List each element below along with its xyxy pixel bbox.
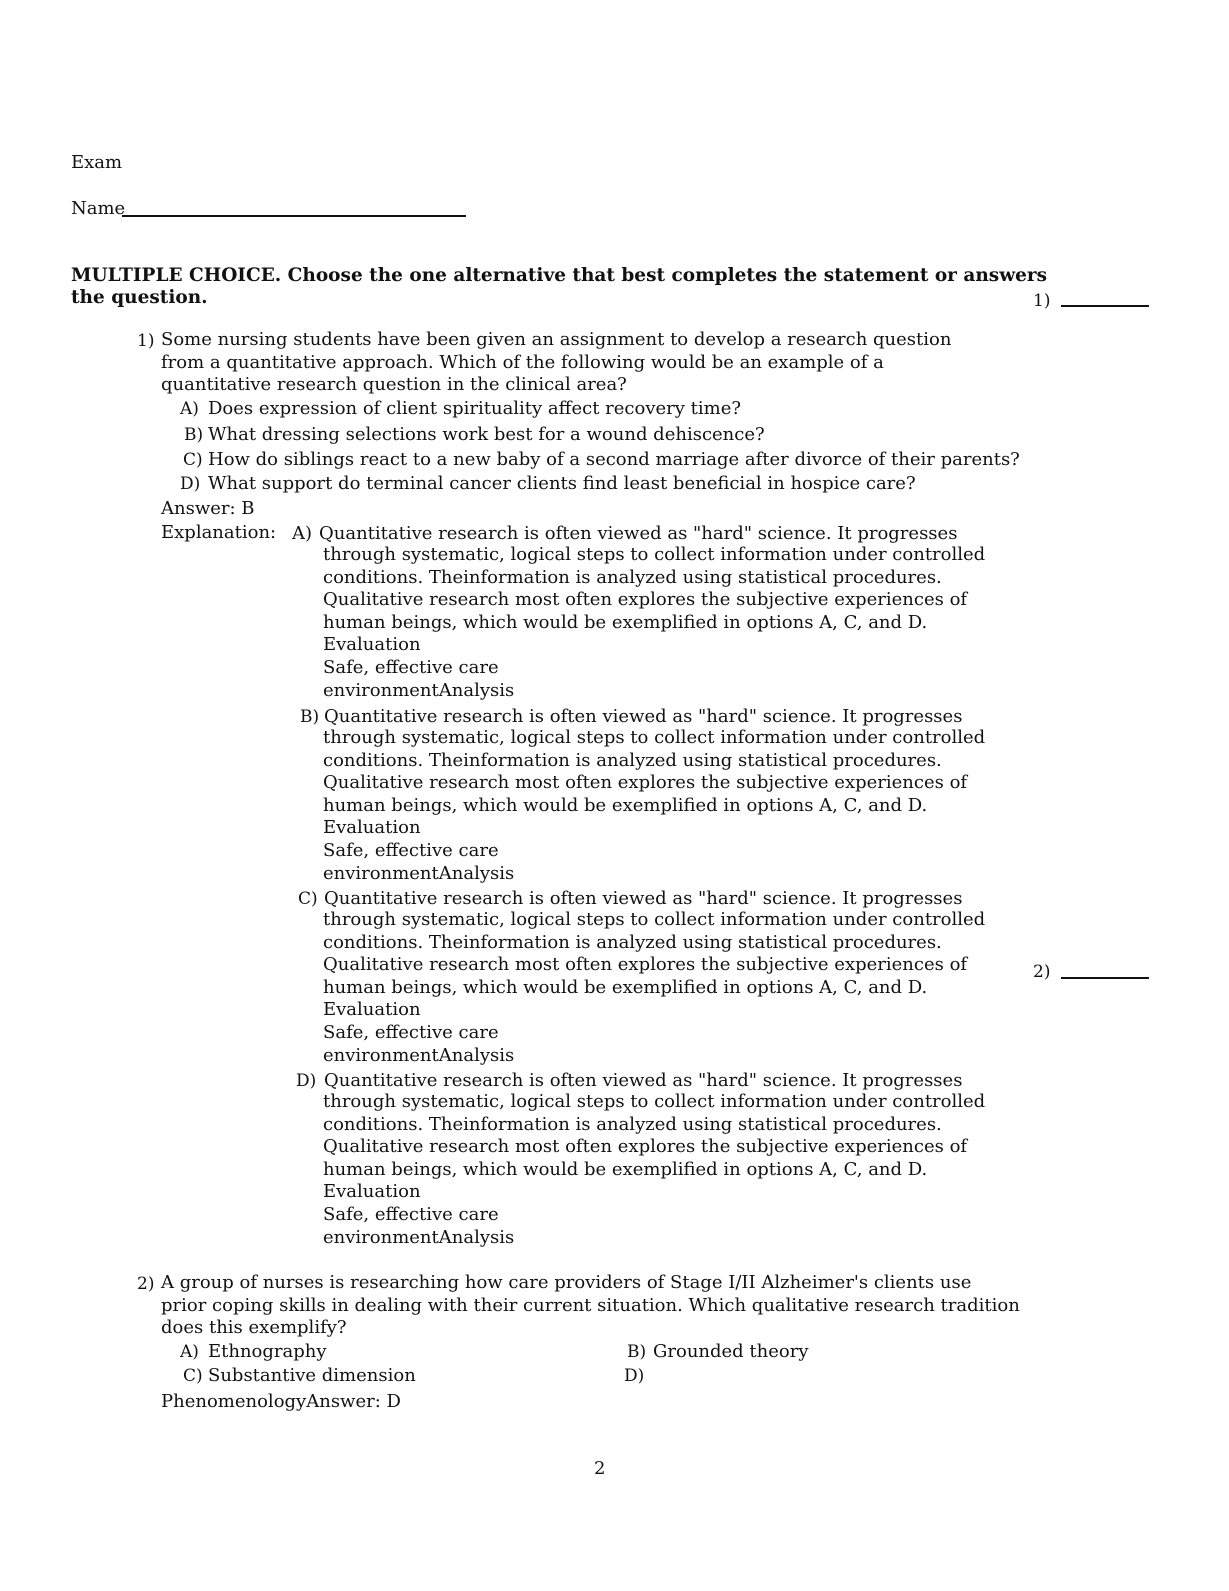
question-number: 1) — [137, 331, 155, 351]
answer-blank-number: 1) — [1033, 291, 1051, 311]
explanation-line: through systematic, logical steps to collect information under controlled — [323, 1091, 986, 1112]
explanation-body — [323, 727, 985, 885]
explanation-letter: C) — [298, 889, 318, 909]
stem-line: prior coping skills in dealing with their current situation. Which qualitative research tradition — [161, 1294, 1020, 1316]
option-letter: B) — [627, 1342, 647, 1362]
explanation-line: through systematic, logical steps to collect information under controlled — [323, 544, 986, 565]
name-field-line[interactable] — [122, 215, 466, 217]
stem-line: Some nursing students have been given an assignment to develop a research question — [161, 329, 952, 350]
name-label: Name — [71, 198, 126, 219]
stem-line: does this exemplify? — [161, 1317, 347, 1339]
answer-blank-number: 2) — [1033, 962, 1051, 982]
explanation-line: environmentAnalysis — [323, 1226, 515, 1248]
answer-blank-line[interactable] — [1061, 305, 1149, 307]
explanation-line: human beings, which would be exemplified in options A, C, and D. — [323, 1158, 928, 1180]
explanation-line: Evaluation — [323, 817, 421, 839]
explanation-letter: D) — [296, 1071, 317, 1091]
answer-blank-line[interactable] — [1061, 977, 1149, 979]
explanation-line: Evaluation — [323, 1181, 421, 1203]
explanation-line: environmentAnalysis — [323, 1044, 515, 1066]
explanation-line: Qualitative research most often explores the subjective experiences of — [323, 954, 968, 976]
stem-line: quantitative research question in the clinical area? — [161, 374, 627, 396]
option-text[interactable]: Ethnography — [208, 1341, 327, 1362]
question-number: 2) — [137, 1274, 155, 1294]
explanation-line: Safe, effective care — [323, 1021, 499, 1043]
explanation-first-line: Quantitative research is often viewed as "hard" science. It progresses — [324, 888, 963, 909]
option-letter: B) — [184, 425, 204, 445]
explanation-line: Evaluation — [323, 999, 421, 1021]
explanation-line: Safe, effective care — [323, 839, 499, 861]
explanation-line: conditions. Theinformation is analyzed using statistical procedures. — [323, 931, 942, 953]
option-letter: D) — [624, 1366, 645, 1386]
explanation-line: environmentAnalysis — [323, 679, 515, 701]
option-text[interactable]: What support do terminal cancer clients find least beneficial in hospice care? — [208, 473, 916, 494]
exam-label: Exam — [71, 152, 123, 173]
stem-line: A group of nurses is researching how care providers of Stage I/II Alzheimer's clients use — [161, 1272, 972, 1293]
explanation-line: human beings, which would be exemplified in options A, C, and D. — [323, 976, 928, 998]
explanation-line: environmentAnalysis — [323, 862, 515, 884]
explanation-body — [323, 544, 985, 702]
option-text[interactable]: Substantive dimension — [208, 1365, 416, 1386]
explanation-letter: B) — [300, 707, 320, 727]
explanation-line: Safe, effective care — [323, 656, 499, 678]
explanation-body — [323, 909, 985, 1067]
option-text[interactable]: What dressing selections work best for a wound dehiscence? — [208, 424, 765, 445]
explanation-first-line: Quantitative research is often viewed as "hard" science. It progresses — [319, 523, 958, 544]
explanation-line: Qualitative research most often explores the subjective experiences of — [323, 772, 968, 794]
stem-line: from a quantitative approach. Which of the following would be an example of a — [161, 351, 884, 373]
explanation-line: Qualitative research most often explores the subjective experiences of — [323, 589, 968, 611]
explanation-line: Evaluation — [323, 634, 421, 656]
section-instructions-line2: the question. — [71, 287, 208, 308]
explanation-line: conditions. Theinformation is analyzed using statistical procedures. — [323, 566, 942, 588]
option-text[interactable]: Grounded theory — [653, 1341, 809, 1362]
question-stem — [161, 329, 951, 397]
option-text[interactable]: How do siblings react to a new baby of a second marriage after divorce of their parents? — [208, 449, 1020, 470]
explanation-line: through systematic, logical steps to collect information under controlled — [323, 909, 986, 930]
explanation-line: through systematic, logical steps to collect information under controlled — [323, 727, 986, 748]
option-letter: A) — [180, 399, 199, 419]
explanation-line: human beings, which would be exemplified in options A, C, and D. — [323, 611, 928, 633]
option-letter: D) — [180, 474, 201, 494]
explanation-line: conditions. Theinformation is analyzed using statistical procedures. — [323, 749, 942, 771]
explanation-line: human beings, which would be exemplified in options A, C, and D. — [323, 794, 928, 816]
option-letter: A) — [180, 1342, 199, 1362]
explanation-first-line: Quantitative research is often viewed as "hard" science. It progresses — [324, 1070, 963, 1091]
section-instructions-line1: MULTIPLE CHOICE. Choose the one alternative that best completes the statement or answers — [71, 265, 1048, 286]
question-stem — [161, 1272, 1020, 1340]
explanation-first-line: Quantitative research is often viewed as "hard" science. It progresses — [324, 706, 963, 727]
explanation-line: Safe, effective care — [323, 1203, 499, 1225]
page-number: 2 — [594, 1458, 606, 1479]
option-text[interactable]: Does expression of client spirituality affect recovery time? — [208, 398, 741, 419]
explanation-letter: A) — [292, 523, 313, 544]
explanation-label: Explanation: — [161, 522, 277, 543]
option-letter: C) — [183, 1366, 203, 1386]
explanation-line: Qualitative research most often explores the subjective experiences of — [323, 1136, 968, 1158]
answer-label: PhenomenologyAnswer: D — [161, 1391, 401, 1412]
explanation-line: conditions. Theinformation is analyzed using statistical procedures. — [323, 1113, 942, 1135]
explanation-body — [323, 1091, 985, 1249]
answer-label: Answer: B — [161, 498, 255, 519]
option-letter: C) — [183, 450, 203, 470]
